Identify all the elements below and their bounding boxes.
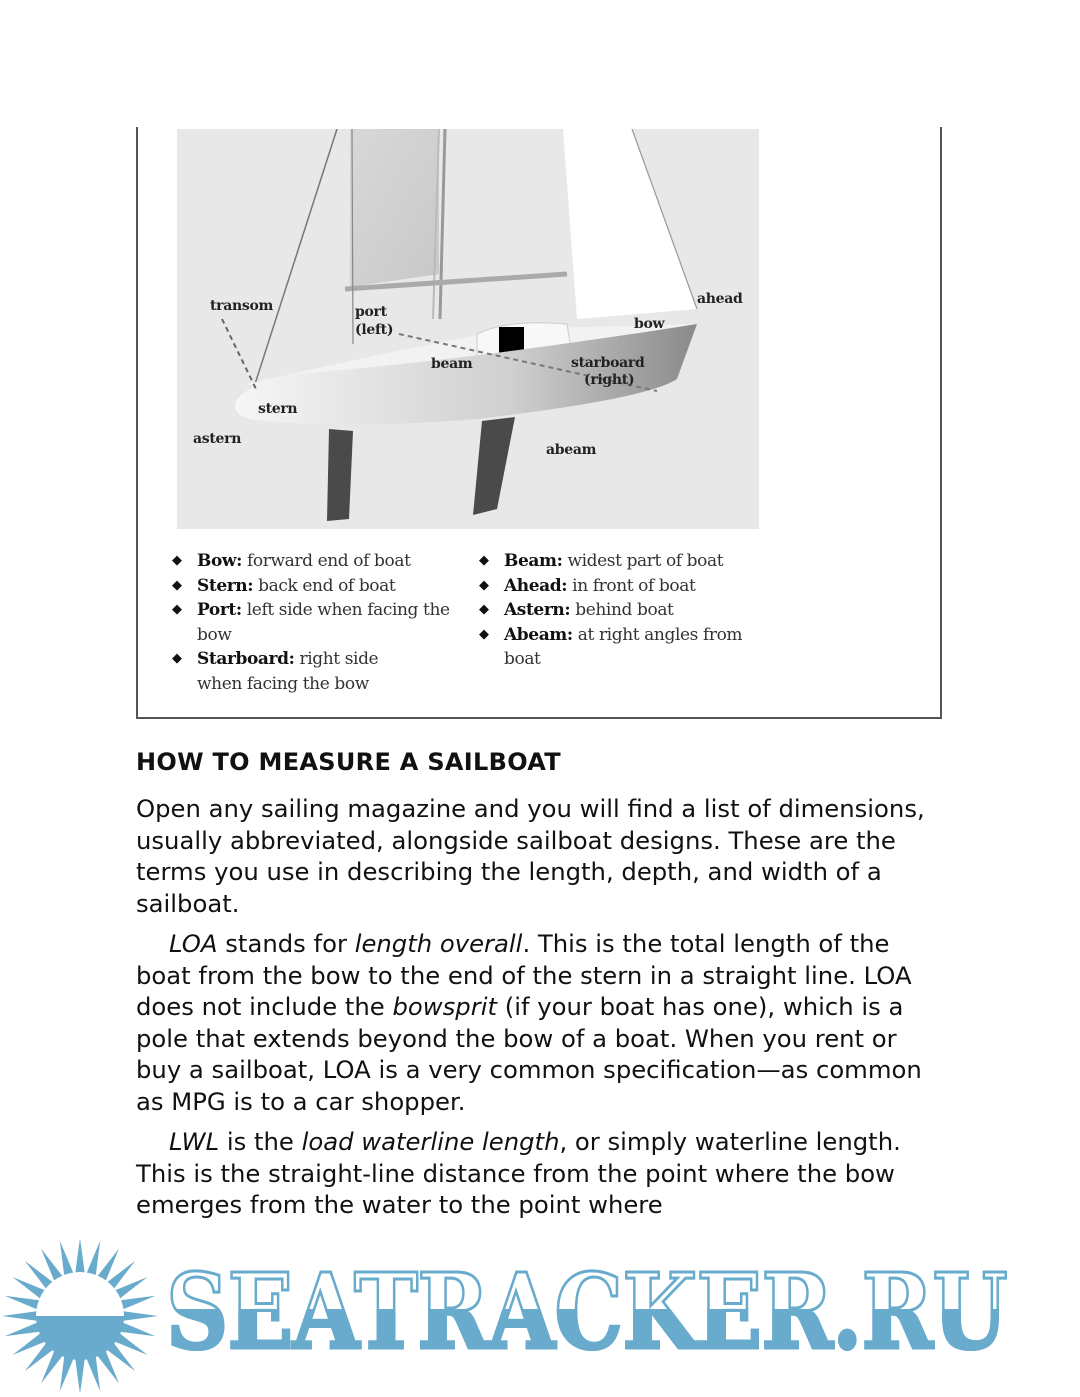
watermark-text: SEATRACKER.RU bbox=[166, 1250, 1007, 1373]
label-starboard: starboard bbox=[571, 355, 645, 371]
text-run: . This is the total length of the boat from the bow to the end of the stern in a straight line. LOA does not include the bbox=[136, 929, 912, 1022]
diamond-bullet-icon: ◆ bbox=[172, 553, 182, 568]
legend-term: Bow: bbox=[197, 551, 243, 571]
text-run: (if your boat has one), which is a pole that extends beyond the bow of a boat. When you rent or buy a sailboat, LOA is a very common specification—as common as MPG is to a car shopper. bbox=[136, 992, 922, 1116]
legend-item-stern bbox=[172, 574, 462, 599]
term-load-waterline-length: load waterline length bbox=[301, 1127, 560, 1156]
label-ahead: ahead bbox=[697, 291, 743, 307]
text-run: is the bbox=[219, 1127, 302, 1156]
legend-item-astern bbox=[479, 598, 769, 623]
label-astern: astern bbox=[193, 431, 242, 447]
main-sail bbox=[350, 129, 439, 287]
label-starboard-sub: (right) bbox=[584, 372, 635, 388]
label-abeam: abeam bbox=[546, 442, 597, 458]
diamond-bullet-icon: ◆ bbox=[172, 602, 182, 617]
legend-desc: right side when facing the bow bbox=[197, 649, 379, 694]
text-run: , or simply waterline length. This is the straight-line distance from the point where the bow emerges from the water to the point where bbox=[136, 1127, 901, 1220]
diamond-bullet-icon: ◆ bbox=[479, 577, 489, 593]
legend-term: Port: bbox=[197, 600, 242, 620]
legend-item-ahead bbox=[479, 574, 769, 599]
legend-right-column bbox=[479, 549, 769, 672]
legend-term: Abeam: bbox=[504, 624, 573, 645]
term-lwl: LWL bbox=[169, 1127, 220, 1156]
legend-term: Ahead: bbox=[504, 575, 568, 596]
term-length-overall: length overall bbox=[354, 929, 523, 958]
label-stern: stern bbox=[258, 401, 298, 417]
diamond-bullet-icon: ◆ bbox=[172, 577, 182, 593]
legend-item-abeam bbox=[479, 623, 749, 672]
sailboat-illustration bbox=[177, 129, 759, 529]
label-bow: bow bbox=[634, 316, 665, 332]
diamond-bullet-icon: ◆ bbox=[479, 602, 489, 617]
term-loa: LOA bbox=[169, 929, 218, 958]
legend-left-column bbox=[172, 549, 462, 696]
legend-desc: in front of boat bbox=[567, 575, 696, 596]
legend-desc: back end of boat bbox=[253, 575, 396, 596]
legend-term: Beam: bbox=[504, 551, 563, 571]
diamond-bullet-icon: ◆ bbox=[479, 553, 489, 568]
legend-item-starboard bbox=[172, 647, 387, 696]
transom-pointer bbox=[222, 319, 257, 391]
mast bbox=[440, 129, 445, 319]
section-heading: HOW TO MEASURE A SAILBOAT bbox=[136, 748, 561, 776]
label-port: port bbox=[355, 304, 387, 320]
sun-icon bbox=[0, 1240, 160, 1392]
keel bbox=[473, 417, 515, 515]
sailboat-drawing bbox=[177, 129, 759, 529]
paragraph-lwl bbox=[136, 1126, 948, 1221]
legend-term: Stern: bbox=[197, 575, 254, 596]
term-bowsprit: bowsprit bbox=[392, 992, 497, 1022]
legend-item-beam bbox=[479, 549, 769, 574]
legend-term: Astern: bbox=[504, 600, 571, 620]
legend-desc: left side when facing the bow bbox=[197, 600, 450, 645]
legend-item-bow bbox=[172, 549, 462, 574]
legend-desc: at right angles from boat bbox=[504, 624, 743, 669]
diamond-bullet-icon: ◆ bbox=[479, 626, 489, 642]
paragraph-loa bbox=[136, 928, 948, 1118]
paragraph-intro: Open any sailing magazine and you will find a list of dimensions, usually abbreviated, alongside sailboat designs. These are the terms you use in describing the length, depth, and width of a sailboat. bbox=[136, 794, 925, 918]
forestay bbox=[255, 129, 337, 384]
label-transom: transom bbox=[210, 298, 274, 314]
jib-sail bbox=[563, 129, 697, 319]
rudder bbox=[327, 429, 353, 521]
diamond-bullet-icon: ◆ bbox=[172, 651, 182, 666]
watermark bbox=[0, 1236, 1080, 1397]
legend-desc: forward end of boat bbox=[242, 551, 411, 571]
text-run: stands for bbox=[217, 929, 355, 958]
legend-item-port bbox=[172, 598, 462, 647]
legend-term: Starboard: bbox=[197, 649, 295, 669]
label-port-sub: (left) bbox=[355, 322, 394, 338]
legend-desc: widest part of boat bbox=[562, 551, 724, 571]
legend-desc: behind boat bbox=[570, 600, 674, 620]
label-beam: beam bbox=[431, 356, 473, 372]
